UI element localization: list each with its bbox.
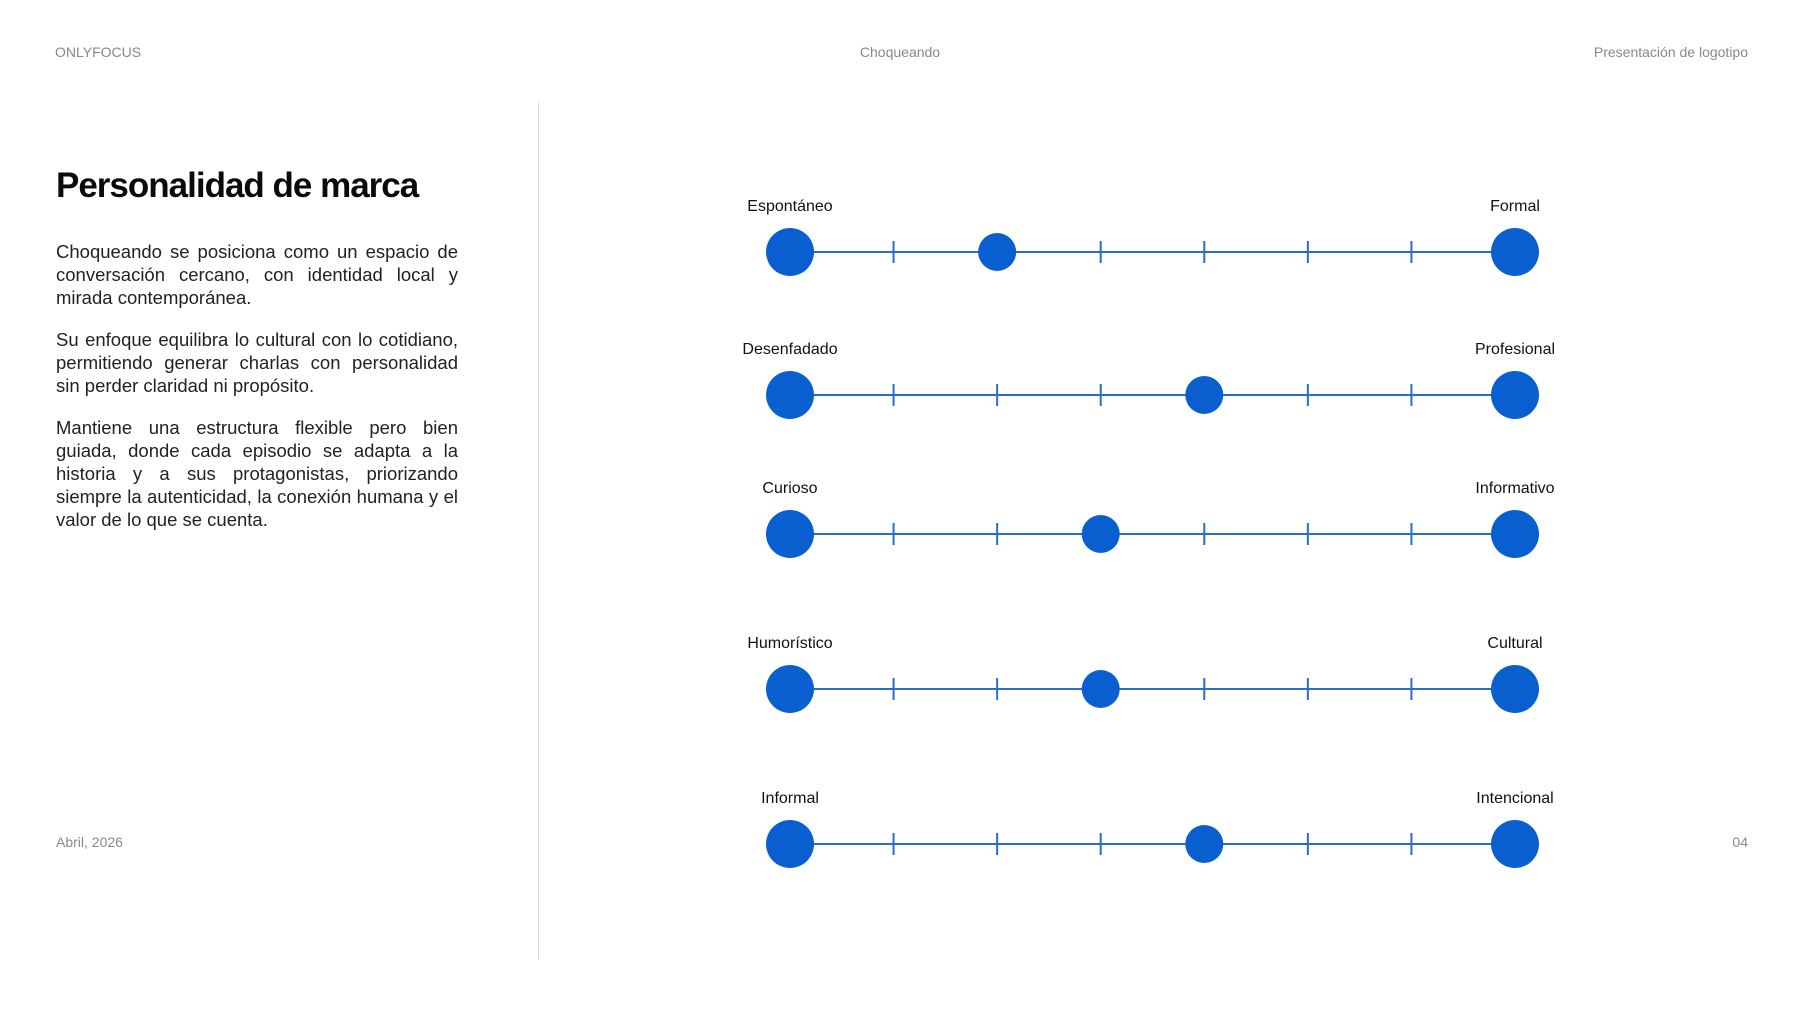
footer-date: Abril, 2026 <box>56 834 123 850</box>
paragraph-2: Su enfoque equilibra lo cultural con lo cotidiano, permitiendo generar charlas con personalidad sin perder claridad ni propósito. <box>56 329 458 396</box>
scale-2-marker <box>1185 376 1223 414</box>
header-section: Presentación de logotipo <box>1593 44 1748 60</box>
scale-1-left-label: Espontáneo <box>747 198 833 215</box>
scale-5-marker <box>1185 825 1223 863</box>
scale-3-right-label: Informativo <box>1475 480 1555 497</box>
scale-1-left-endpoint <box>766 228 814 276</box>
page-number: 04 <box>1732 834 1748 850</box>
header-brand: ONLYFOCUS <box>55 44 142 60</box>
scale-5-right-endpoint <box>1491 820 1539 868</box>
scale-4-marker <box>1082 670 1120 708</box>
scale-1-right-label: Formal <box>1490 198 1540 215</box>
paragraph-1: Choqueando se posiciona como un espacio de conversación cercano, con identidad local y mirada contemporánea. <box>56 241 458 308</box>
scale-5-right-label: Intencional <box>1476 790 1554 807</box>
scale-5-left-endpoint <box>766 820 814 868</box>
scale-3-right-endpoint <box>1491 510 1539 558</box>
scale-3-left-endpoint <box>766 510 814 558</box>
header-project: Choqueando <box>859 44 941 60</box>
scale-3-marker <box>1082 515 1120 553</box>
scale-4-right-label: Cultural <box>1487 635 1543 652</box>
scale-1-right-endpoint <box>1491 228 1539 276</box>
scale-4-left-label: Humorístico <box>747 635 833 652</box>
scale-2-left-endpoint <box>766 371 814 419</box>
scale-3-left-label: Curioso <box>762 480 818 497</box>
scale-1-marker <box>978 233 1016 271</box>
scale-5-left-label: Informal <box>761 790 819 807</box>
scale-2-right-endpoint <box>1491 371 1539 419</box>
page-title: Personalidad de marca <box>56 166 419 205</box>
scale-4-left-endpoint <box>766 665 814 713</box>
scale-2-left-label: Desenfadado <box>742 341 838 358</box>
scale-4-right-endpoint <box>1491 665 1539 713</box>
paragraph-3: Mantiene una estructura flexible pero bien guiada, donde cada episodio se adapta a la historia y a sus protagonistas, priorizando siempre la autenticidad, la conexión humana y el valor de lo que se cuenta. <box>56 417 458 530</box>
scale-2-right-label: Profesional <box>1474 341 1556 358</box>
